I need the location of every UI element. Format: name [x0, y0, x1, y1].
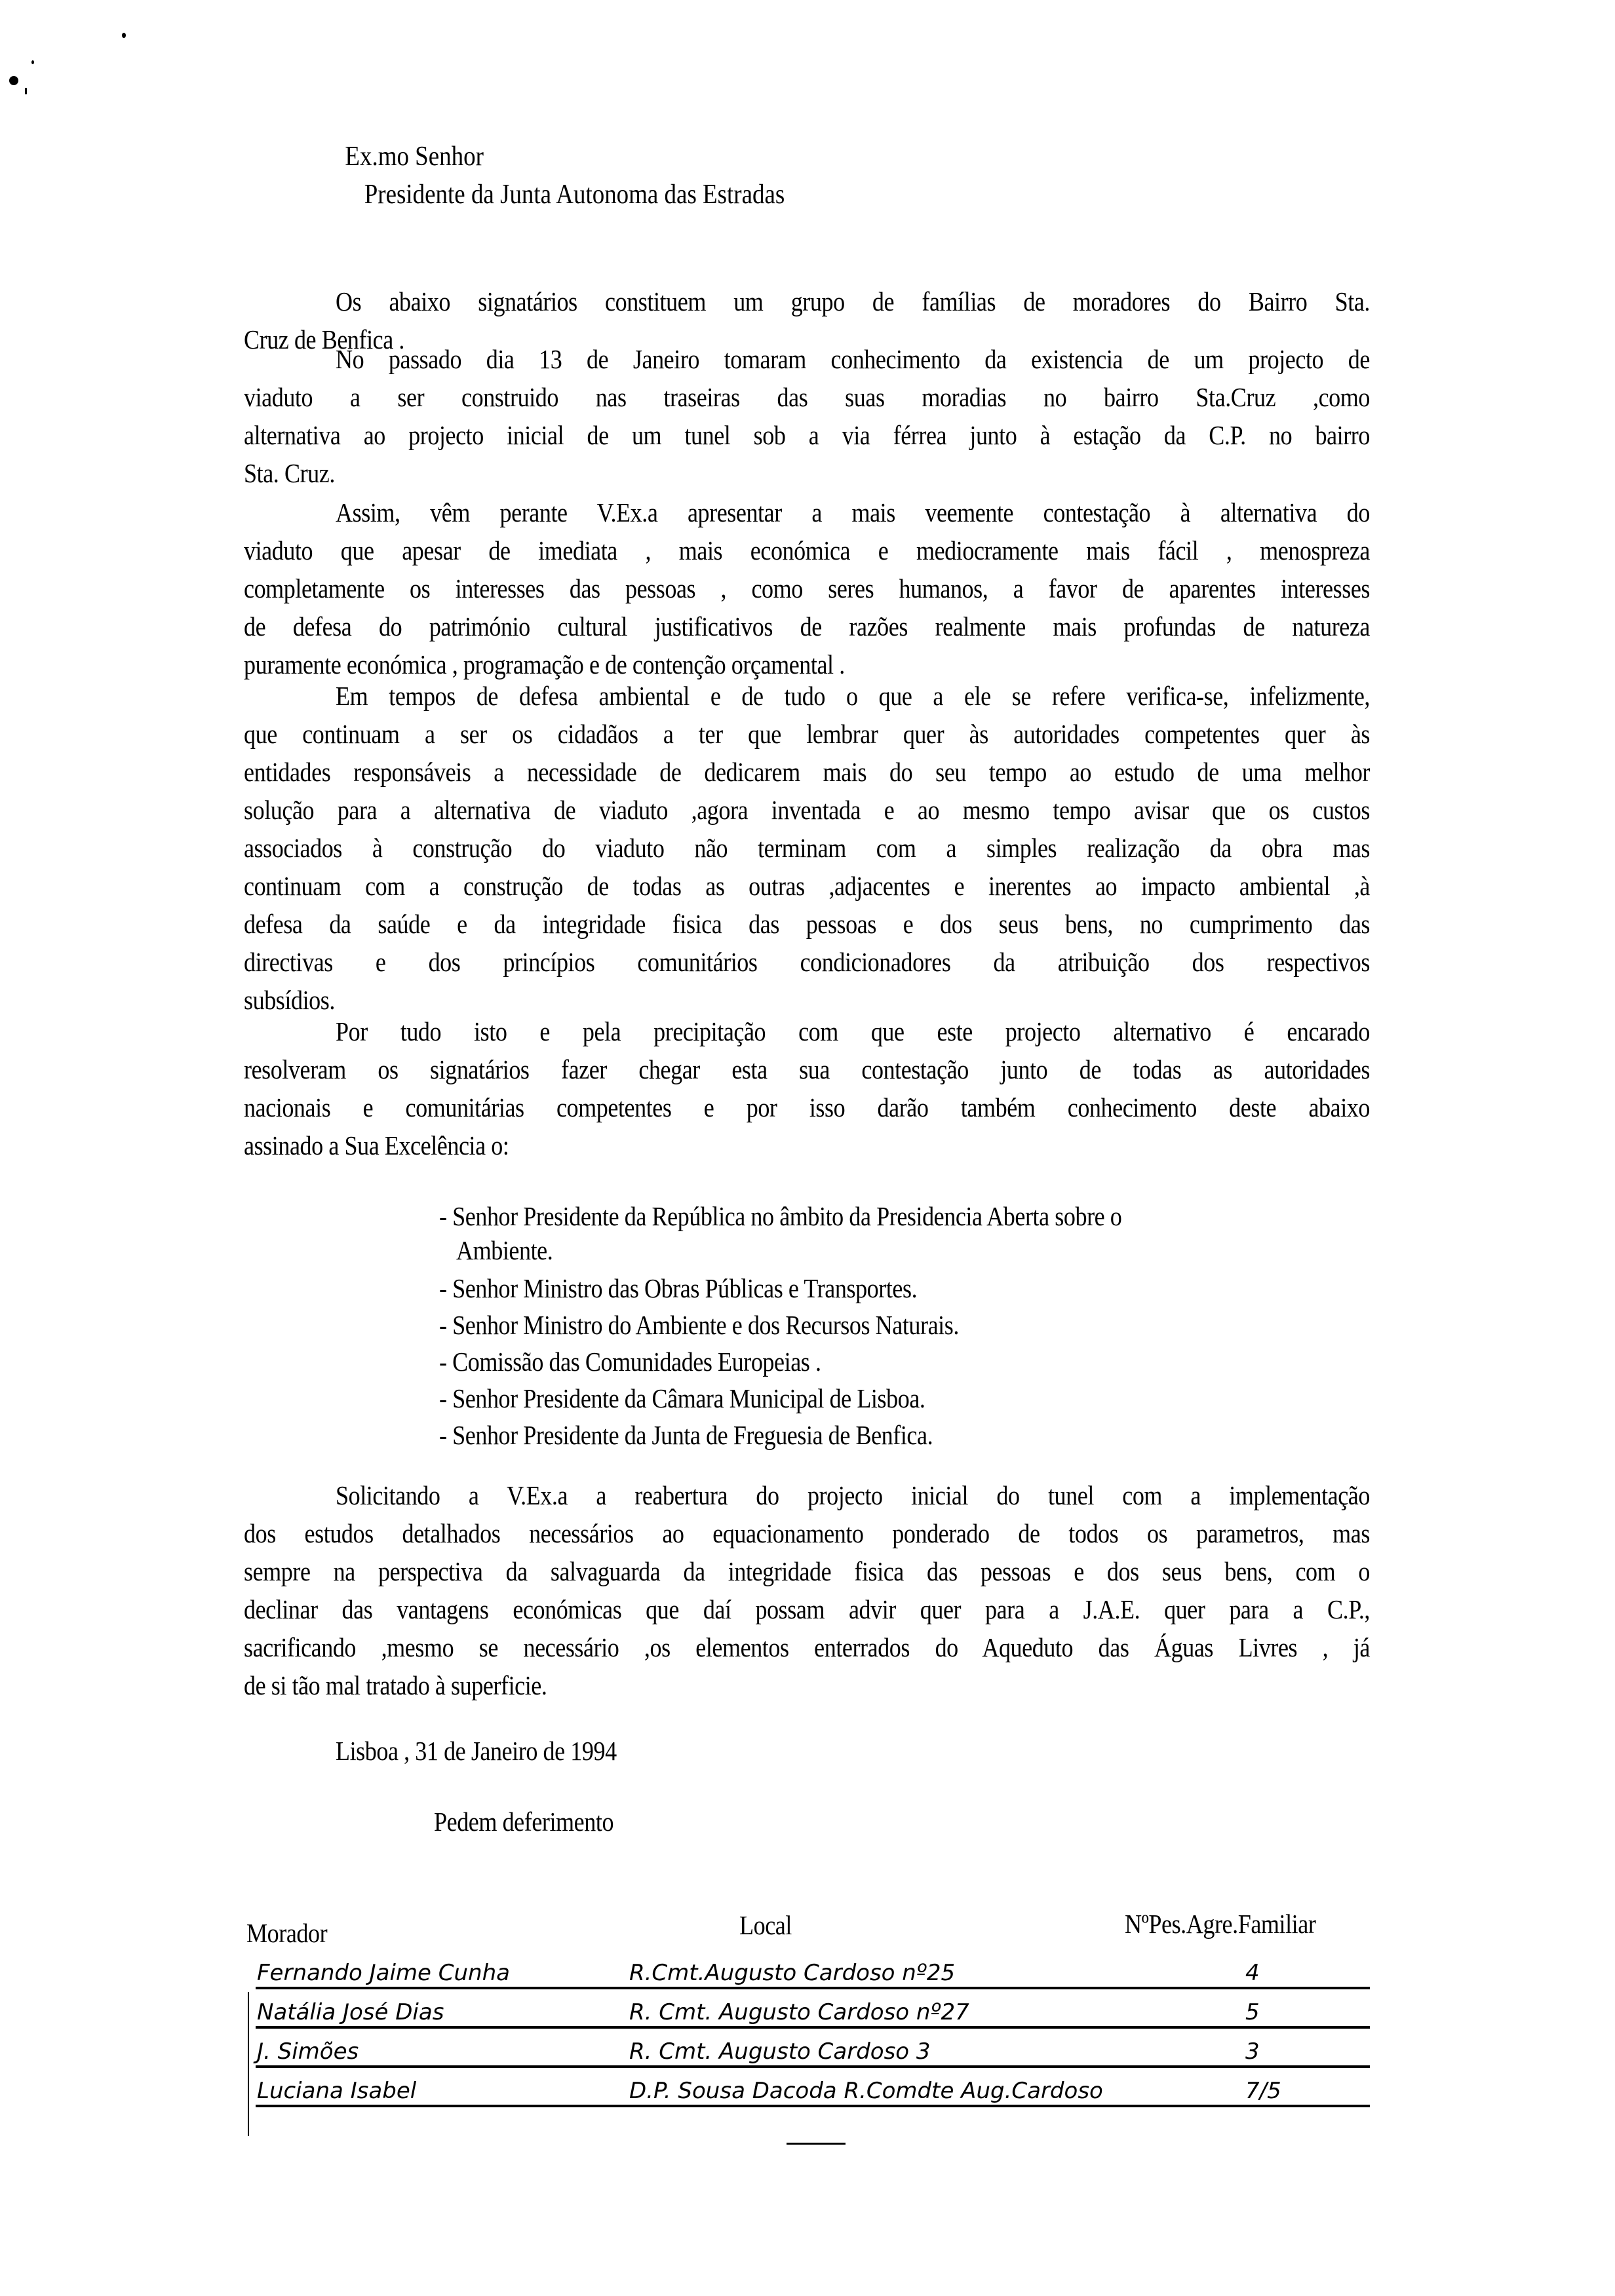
- handwritten-address: D.P. Sousa Dacoda R.Comdte Aug.Cardoso: [629, 2078, 1103, 2104]
- recipient-item: - Senhor Presidente da República no âmbito da Presidencia Aberta sobre o: [439, 1201, 1122, 1231]
- closing-line: declinar das vantagens económicas que daí possam advir quer para a J.A.E. quer para a C.P.,: [244, 1594, 1370, 1624]
- handwritten-signature: Fernando Jaime Cunha: [257, 1960, 510, 1986]
- handwritten-signature: Luciana Isabel: [257, 2078, 417, 2104]
- column-header-household-count: NºPes.Agre.Familiar: [1125, 1909, 1316, 1939]
- paragraph-line: de defesa do património cultural justificativos de razões realmente mais profundas de natureza: [244, 611, 1370, 641]
- paragraph-line: Cruz de Benfica .: [244, 324, 404, 354]
- paragraph-line: defesa da saúde e da integridade fisica das pessoas e dos seus bens, no cumprimento das: [244, 909, 1370, 939]
- paragraph-line: continuam com a construção de todas as outras ,adjacentes e inerentes ao impacto ambiental ,à: [244, 871, 1370, 901]
- paragraph-line: Em tempos de defesa ambiental e de tudo o que a ele se refere verifica-se, infelizmente,: [336, 681, 1370, 711]
- closing-line: sempre na perspectiva da salvaguarda da integridade fisica das pessoas e dos seus bens, com o: [244, 1556, 1370, 1586]
- paragraph-line: No passado dia 13 de Janeiro tomaram conhecimento da existencia de um projecto de: [336, 344, 1370, 374]
- handwritten-household-count-cell: [1245, 2000, 1363, 2026]
- paragraph-line: assinado a Sua Excelência o:: [244, 1130, 509, 1160]
- closing-line: Solicitando a V.Ex.a a reabertura do projecto inicial do tunel com a implementação: [336, 1480, 1370, 1510]
- paragraph-line: Por tudo isto e pela precipitação com que este projecto alternativo é encarado: [336, 1016, 1370, 1046]
- paragraph-line: viaduto que apesar de imediata , mais económica e mediocramente mais fácil , menospreza: [244, 535, 1370, 565]
- paragraph-line: subsídios.: [244, 985, 335, 1015]
- handwritten-address-cell: [629, 2000, 1219, 2026]
- recipient-item: - Senhor Presidente da Câmara Municipal de Lisboa.: [439, 1383, 925, 1413]
- request-line: Pedem deferimento: [434, 1807, 614, 1837]
- handwritten-household-count-cell: [1245, 1961, 1363, 1987]
- recipient-item: - Senhor Ministro das Obras Públicas e Transportes.: [439, 1273, 918, 1303]
- scan-speck: [25, 88, 27, 94]
- table-rule: [256, 1987, 1370, 1989]
- handwritten-address-cell: [629, 2078, 1219, 2105]
- handwritten-household-count-cell: [1245, 2078, 1363, 2105]
- paragraph-line: que continuam a ser os cidadãos a ter que lembrar quer às autoridades competentes quer às: [244, 719, 1370, 749]
- paragraph-line: resolveram os signatários fazer chegar esta sua contestação junto de todas as autoridades: [244, 1054, 1370, 1084]
- bottom-dash: [787, 2143, 846, 2145]
- paragraph-line: entidades responsáveis a necessidade de dedicarem mais do seu tempo ao estudo de uma melhor: [244, 757, 1370, 787]
- handwritten-household-count: 7/5: [1245, 2078, 1281, 2104]
- handwritten-address: R. Cmt. Augusto Cardoso nº27: [629, 1999, 969, 2025]
- scan-speck: [31, 60, 34, 64]
- paragraph-line: nacionais e comunitárias competentes e por isso darão também conhecimento deste abaixo: [244, 1092, 1370, 1122]
- handwritten-household-count: 3: [1245, 2038, 1260, 2065]
- scan-speck: [122, 33, 126, 38]
- handwritten-household-count: 4: [1245, 1960, 1260, 1986]
- handwritten-address-cell: [629, 2039, 1219, 2065]
- handwritten-address: R. Cmt. Augusto Cardoso 3: [629, 2038, 931, 2065]
- paragraph-line: Sta. Cruz.: [244, 458, 335, 488]
- closing-line: de si tão mal tratado à superficie.: [244, 1670, 547, 1700]
- handwritten-signature: Natália José Dias: [257, 1999, 444, 2025]
- handwritten-address-cell: [629, 1961, 1219, 1987]
- paragraph-line: Assim, vêm perante V.Ex.a apresentar a mais veemente contestação à alternativa do: [336, 497, 1370, 527]
- salutation: Ex.mo Senhor: [345, 142, 484, 172]
- recipient-item: Ambiente.: [456, 1235, 553, 1265]
- paragraph-line: alternativa ao projecto inicial de um tunel sob a via férrea junto à estação da C.P. no bairro: [244, 420, 1370, 450]
- paragraph-line: viaduto a ser construido nas traseiras das suas moradias no bairro Sta.Cruz ,como: [244, 382, 1370, 412]
- recipient-item: - Comissão das Comunidades Europeias .: [439, 1347, 821, 1377]
- handwritten-signature: J. Simões: [257, 2038, 359, 2065]
- handwritten-signature-cell: [257, 2039, 617, 2065]
- place-date: Lisboa , 31 de Janeiro de 1994: [336, 1736, 617, 1766]
- handwritten-signature-cell: [257, 1961, 617, 1987]
- recipient-item: - Senhor Ministro do Ambiente e dos Recursos Naturais.: [439, 1310, 959, 1340]
- paragraph-line: puramente económica , programação e de contenção orçamental .: [244, 649, 845, 679]
- recipient-item: - Senhor Presidente da Junta de Freguesia de Benfica.: [439, 1420, 933, 1450]
- addressee: Presidente da Junta Autonoma das Estradas: [364, 180, 785, 210]
- paragraph-line: associados à construção do viaduto não terminam com a simples realização da obra mas: [244, 833, 1370, 863]
- paragraph-line: completamente os interesses das pessoas , como seres humanos, a favor de aparentes interesses: [244, 573, 1370, 603]
- paragraph-line: directivas e dos princípios comunitários condicionadores da atribuição dos respectivos: [244, 947, 1370, 977]
- column-header-resident: Morador: [246, 1918, 328, 1948]
- handwritten-household-count: 5: [1245, 1999, 1260, 2025]
- handwritten-address: R.Cmt.Augusto Cardoso nº25: [629, 1960, 956, 1986]
- table-rule: [256, 2026, 1370, 2029]
- paragraph-line: Os abaixo signatários constituem um grupo de famílias de moradores do Bairro Sta.: [336, 286, 1370, 316]
- margin-stroke: [248, 1992, 249, 2136]
- column-header-location: Local: [739, 1910, 792, 1940]
- handwritten-signature-cell: [257, 2078, 617, 2105]
- table-rule: [256, 2105, 1370, 2107]
- handwritten-signature-cell: [257, 2000, 617, 2026]
- paragraph-line: solução para a alternativa de viaduto ,agora inventada e ao mesmo tempo avisar que os custos: [244, 795, 1370, 825]
- table-rule: [256, 2065, 1370, 2068]
- scan-speck: [9, 76, 18, 85]
- closing-line: dos estudos detalhados necessários ao equacionamento ponderado de todos os parametros, mas: [244, 1518, 1370, 1548]
- closing-line: sacrificando ,mesmo se necessário ,os elementos enterrados do Aqueduto das Águas Livres , já: [244, 1632, 1370, 1662]
- handwritten-household-count-cell: [1245, 2039, 1363, 2065]
